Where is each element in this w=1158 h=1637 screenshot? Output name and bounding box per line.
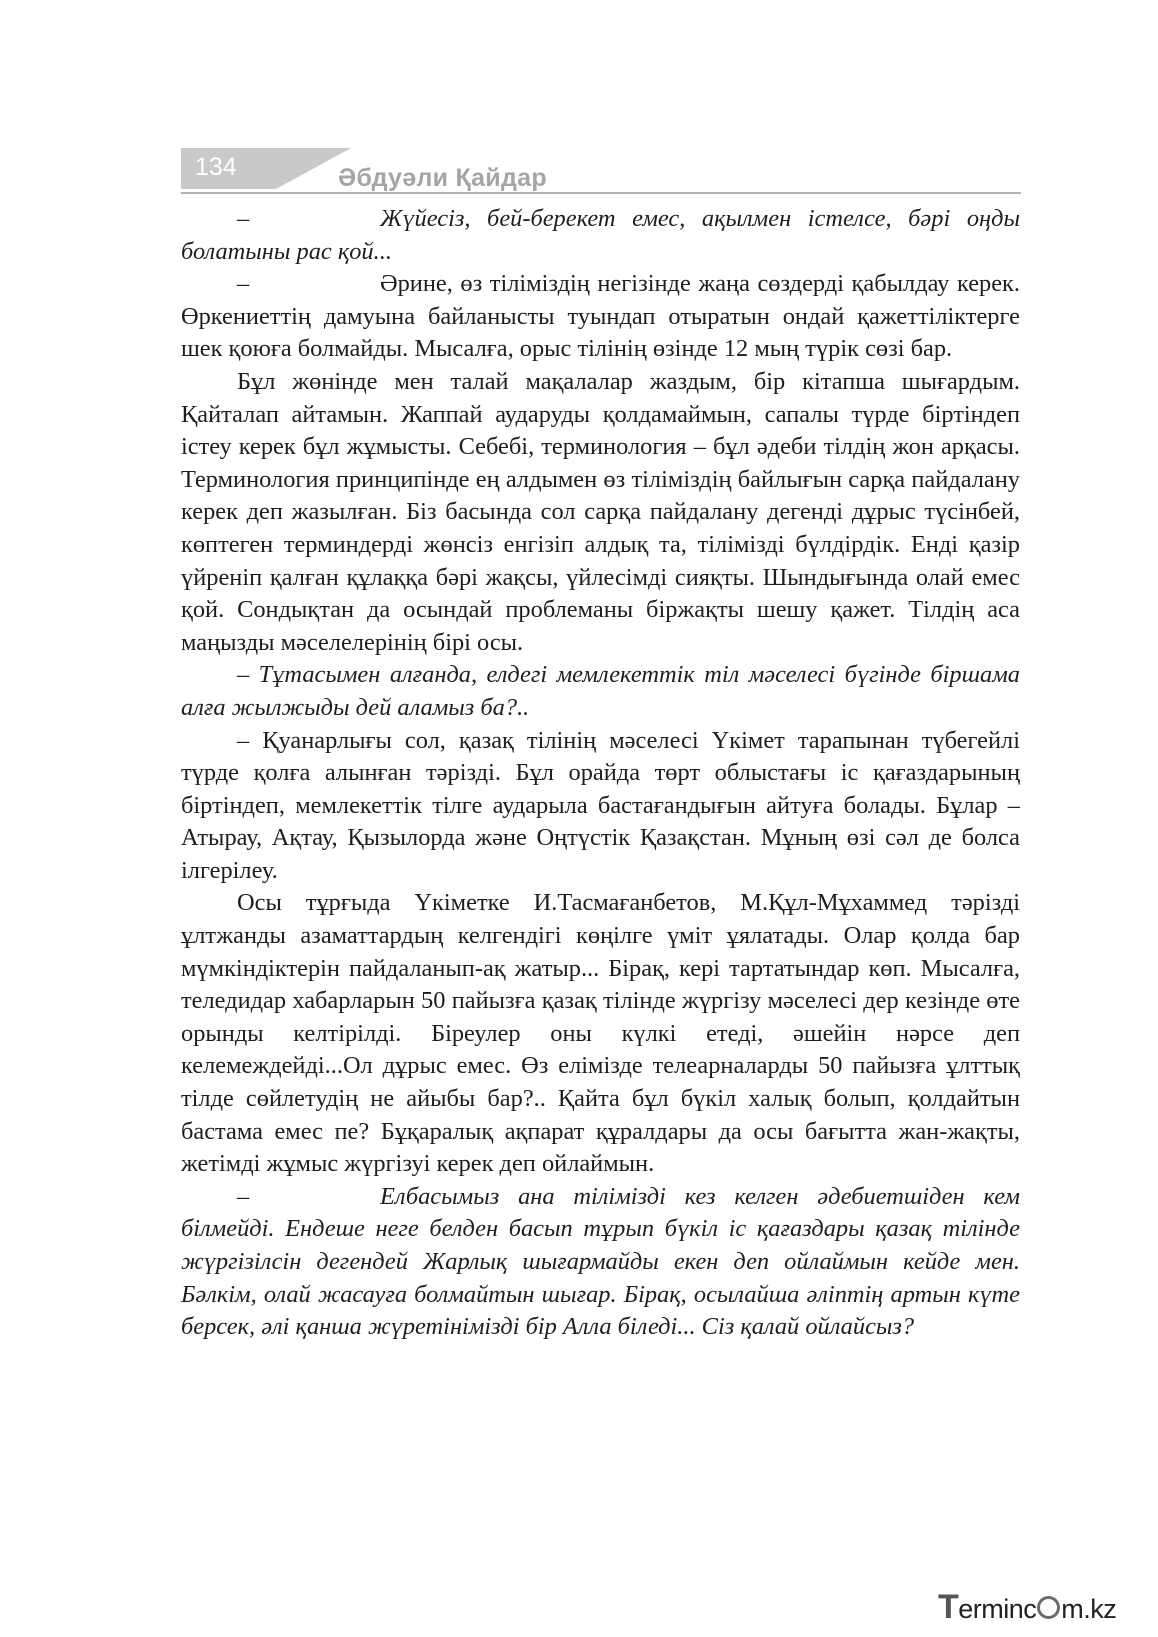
header-divider: [181, 192, 1021, 194]
running-title: Әбдуәли Қайдар: [338, 164, 547, 192]
watermark-letter-t: T: [938, 1588, 959, 1626]
dialogue-dash: –: [237, 270, 250, 298]
dialogue-dash: –: [237, 1182, 250, 1210]
paragraph-answer-1: [181, 268, 1020, 366]
page-header: [181, 148, 1021, 196]
paragraph-question-3: [181, 1181, 1020, 1344]
paragraph-text: Елбасымыз ана тілімізді кез келген әдебиетшіден кем білмейді. Ендеше неге белден басып тұрып бүкіл іс қағаздары қазақ тілінде жүргізілсін дегендей Жарлық шығармайды екен деп ойлаймын кейде мен. Бәлкім, олай жасауға болмайтын шығар. Бірақ, осылайша әліптің артын күте берсек, әлі қанша жүретінімізді бір Алла біледі... Сіз қалай ойлайсыз?: [181, 1182, 1020, 1341]
watermark-text-2: m.kz: [1061, 1594, 1117, 1624]
paragraph-question-1: [181, 203, 1020, 268]
paragraph-answer-3: – Қуанарлығы сол, қазақ тілінің мәселесі Үкімет тарапынан түбегейлі түрде қолға алынған тәрізді. Бұл орайда төрт облыстағы іс қағаздарының біртіндеп, мемлекеттік тілге аударыла бастағандығын айтуға болады. Бұлар – Атырау, Ақтау, Қызылорда және Оңтүстік Қазақстан. Мұның өзі сәл де болса ілгерілеу.: [181, 726, 1020, 884]
termincom-watermark: [938, 1588, 1116, 1627]
page-number: 134: [195, 153, 237, 181]
page-body: [181, 203, 1020, 1344]
paragraph-text: Жүйесіз, бей-берекет емес, ақылмен істелсе, бәрі оңды болатыны рас қой...: [181, 205, 1020, 265]
watermark-text-1: erminc: [958, 1594, 1037, 1624]
paragraph-question-2: – Тұтасымен алғанда, елдегі мемлекеттік тіл мәселесі бүгінде біршама алға жылжыды дей аламыз ба?..: [181, 661, 1020, 721]
paragraph-text: Әрине, өз тіліміздің негізінде жаңа сөздерді қабылдау керек. Өркениеттің дамуына байланысты туындап отыратын ондай қажеттіліктерге шек қоюға болмайды. Мысалға, орыс тілінің өзінде 12 мың түрік сөзі бар.: [181, 270, 1020, 363]
dialogue-dash: –: [237, 205, 250, 232]
page-number-tab: [181, 148, 276, 189]
paragraph-answer-2: Бұл жөнінде мен талай мақалалар жаздым, бір кітапша шығардым. Қайталап айтамын. Жаппай аударуды қолдамаймын, сапалы түрде біртіндеп істеу керек бұл жұмысты. Себебі, терминология – бұл әдеби тілдің жон арқасы. Терминология принципінде ең алдымен өз тіліміздің байлығын сарқа пайдалану керек деп жазылған. Біз басында сол сарқа пайдалану дегенді дұрыс түсінбей, көптеген терминдерді жөнсіз енгізіп алдық та, тілімізді бүлдірдік. Енді қазір үйреніп қалған құлаққа бәрі жақсы, үйлесімді сияқты. Шындығында олай емес қой. Сондықтан да осындай проблеманы біржақты шешу қажет. Тілдің аса маңызды мәселелерінің бірі осы.: [181, 367, 1020, 656]
watermark-ring-icon: [1037, 1596, 1060, 1619]
paragraph-answer-4: Осы тұрғыда Үкіметке И.Тасмағанбетов, М.Құл-Мұхаммед тәрізді ұлтжанды азаматтардың келгендігі көңілге үміт ұялатады. Олар қолда бар мүмкіндіктерін пайдаланып-ақ жатыр... Бірақ, кері тартатындар көп. Мысалға, теледидар хабарларын 50 пайызға қазақ тілінде жүргізу мәселесі дер кезінде өте орынды келтірілді. Біреулер оны күлкі етеді, әшейін нәрсе деп келемеждейді...Ол дұрыс емес. Өз елімізде телеарналарды 50 пайызға ұлттық тілде сөйлетудің не айыбы бар?.. Қайта бұл бүкіл халық болып, қолдайтын бастама емес пе? Бұқаралық ақпарат құралдары да осы бағытта жан-жақты, жетімді жұмыс жүргізуі керек деп ойлаймын.: [181, 889, 1020, 1178]
